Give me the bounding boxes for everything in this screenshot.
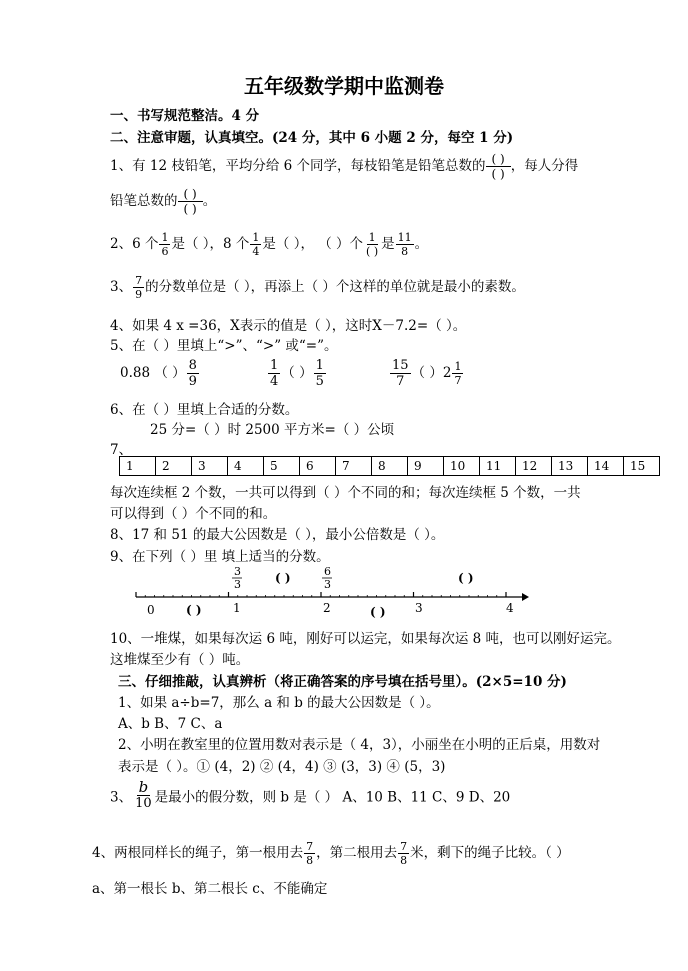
- tick-label-1: 1: [233, 601, 241, 615]
- section-2-heading: 二、注意审题，认真填空。(24 分，其中 6 小题 2 分，每空 1 分): [110, 130, 514, 146]
- number-line: [130, 565, 530, 625]
- section-3-heading: 三、仔细推敲，认真辨析（将正确答案的序号填在括号里）。(2×5=10 分): [118, 674, 567, 690]
- section-3-question-1-options: A、b B、7 C、a: [118, 716, 223, 732]
- blank-above-1: ( ): [275, 571, 291, 585]
- number-strip: [119, 456, 660, 476]
- number-cell: 15: [624, 457, 660, 476]
- number-cell: 10: [444, 457, 480, 476]
- question-6: 6、在（ ）里填上合适的分数。: [110, 402, 299, 418]
- fraction-3-3-den: 3: [234, 578, 241, 591]
- fraction-6-3-den: 3: [324, 578, 331, 591]
- question-8: 8、17 和 51 的最大公因数是（ ），最小公倍数是（ ）。: [110, 527, 445, 543]
- question-5: 5、在（ ）里填上“>”、“>” 或“=”。: [110, 338, 338, 354]
- blank-below-1: ( ): [186, 603, 202, 617]
- number-cell: 1: [120, 457, 156, 476]
- blank-below-2: ( ): [370, 605, 386, 619]
- section-3-question-4-options: a、第一根长 b、第二根长 c、不能确定: [92, 881, 328, 897]
- number-cell: 5: [264, 457, 300, 476]
- fraction-6-3-num: 6: [324, 565, 331, 578]
- fraction-3-3-num: 3: [234, 565, 241, 578]
- number-cell: 7: [336, 457, 372, 476]
- question-3: 3、 $\frac{7}{9}$ 的分数单位是（ ），再添上（ ）个这样的单位就是最小的素数。: [110, 274, 525, 301]
- number-cell: 6: [300, 457, 336, 476]
- section-3-question-2-line1: 2、小明在教室里的位置用数对表示是（ 4，3），小丽坐在小明的正后桌，用数对: [118, 737, 601, 753]
- question-4: 4、如果 4 x =36，X表示的值是（ ），这时X－7.2=（ ）。: [110, 318, 467, 334]
- tick-label-3: 3: [415, 601, 423, 615]
- number-cell: 2: [156, 457, 192, 476]
- question-7-text1: 每次连续框 2 个数，一共可以得到（ ）个不同的和；每次连续框 5 个数，一共: [110, 485, 581, 501]
- section-3-question-3: 3、 $\frac{b}{10}$ 是最小的假分数，则 b 是（ ） A、10 B、11 C、9 D、20: [110, 778, 511, 811]
- question-10-line1: 10、一堆煤，如果每次运 6 吨，刚好可以运完，如果每次运 8 吨，也可以刚好运完。: [110, 631, 621, 647]
- question-9: 9、在下列（ ）里 填上适当的分数。: [110, 549, 330, 565]
- tick-label-4: 4: [506, 601, 514, 615]
- number-cell: 12: [516, 457, 552, 476]
- question-7-text2: 可以得到（ ）个不同的和。: [110, 506, 277, 522]
- number-cell: 3: [192, 457, 228, 476]
- question-2: 2、6 个 $\frac{1}{6}$ 是（ ），8 个 $\frac{1}{4}$ 是（ ）， （ ）个 $\frac{1}{( )}$ 是 $\frac{11}{8}$ 。: [110, 231, 429, 258]
- tick-label-2: 2: [323, 601, 331, 615]
- question-10-line2: 这堆煤至少有（ ）吨。: [110, 652, 250, 668]
- blank-above-2: ( ): [458, 571, 474, 585]
- number-line-arrow: [522, 593, 529, 601]
- question-7: 7、: [110, 442, 133, 458]
- question-1-line1: 1、有 12 枝铅笔，平均分给 6 个同学，每枝铅笔是铅笔总数的 ( ) ( ) ，每人分得: [110, 152, 579, 181]
- section-3-question-2-line2: 表示是（ ）。① (4，2) ② (4，4) ③ (3，3) ④ (5，3): [118, 759, 446, 775]
- section-1-heading: 一、书写规范整洁。4 分: [110, 108, 260, 124]
- tick-label-0: 0: [147, 603, 155, 617]
- number-cell: 4: [228, 457, 264, 476]
- section-3-question-4: 4、两根同样长的绳子，第一根用去 $\frac{7}{8}$ ，第二根用去 $\frac{7}{8}$ 米，剩下的绳子比较。（ ）: [92, 840, 570, 867]
- question-5-item-a: 0.88 （ ） $\frac{8}{9}$: [120, 358, 197, 389]
- number-cell: 9: [408, 457, 444, 476]
- number-cell: 8: [372, 457, 408, 476]
- number-cell: 14: [588, 457, 624, 476]
- question-5-item-b: $\frac{1}{4}$ （ ） $\frac{1}{5}$: [270, 358, 324, 389]
- question-5-item-c: $\frac{15}{7}$ （ ）2 $\frac{1}{7}$: [392, 358, 462, 389]
- question-6-line: 25 分=（ ）时 2500 平方米=（ ）公顷: [150, 422, 395, 438]
- section-3-question-1: 1、如果 a÷b=7，那么 a 和 b 的最大公因数是（ ）。: [118, 695, 440, 711]
- question-1-line2: 铅笔总数的 ( ) ( ) 。: [110, 187, 217, 216]
- page-title: 五年级数学期中监测卷: [244, 74, 444, 98]
- number-cell: 11: [480, 457, 516, 476]
- number-cell: 13: [552, 457, 588, 476]
